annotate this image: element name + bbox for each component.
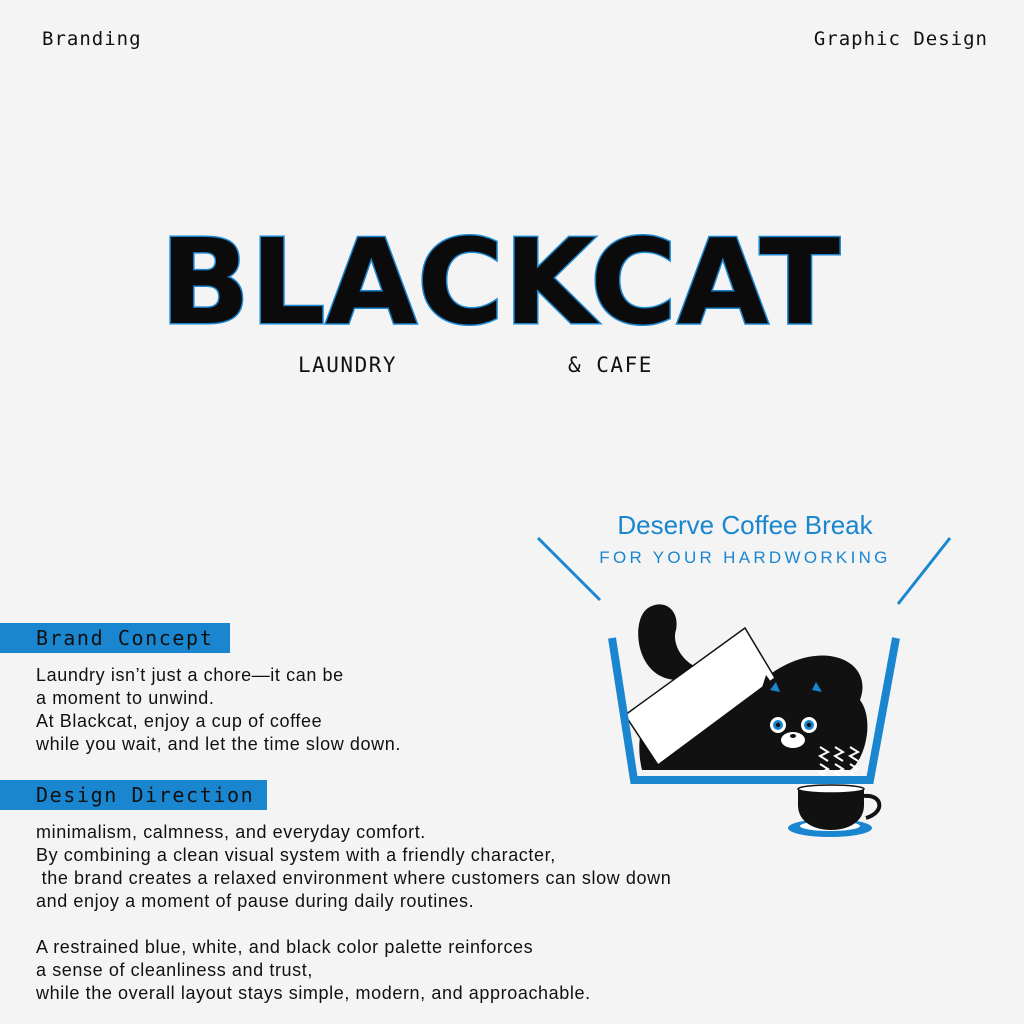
design-direction-line: A restrained blue, white, and black color palette reinforces xyxy=(36,937,534,957)
blackcat-logo xyxy=(150,205,850,345)
motion-line-right xyxy=(898,538,950,604)
tagline-sub: FOR YOUR HARDWORKING xyxy=(599,548,891,567)
design-direction-line: the brand creates a relaxed environment where customers can slow down xyxy=(36,868,672,888)
logo-wordmark: BLACKCAT xyxy=(160,213,840,345)
design-direction-line xyxy=(36,913,671,936)
category-label-branding: Branding xyxy=(42,28,142,50)
design-direction-line: By combining a clean visual system with a friendly character, xyxy=(36,845,556,865)
motion-line-left xyxy=(538,538,600,600)
coffee-cup-icon xyxy=(798,785,879,830)
design-direction-line: and enjoy a moment of pause during daily routines. xyxy=(36,891,475,911)
tagline-main: Deserve Coffee Break xyxy=(617,510,873,540)
black-cat-in-basket-illustration xyxy=(530,530,960,850)
design-direction-line: while the overall layout stays simple, modern, and approachable. xyxy=(36,983,591,1003)
brand-concept-line: At Blackcat, enjoy a cup of coffee xyxy=(36,711,323,731)
brand-concept-body xyxy=(36,664,401,756)
category-label-graphic-design: Graphic Design xyxy=(813,28,988,50)
brand-concept-line: a moment to unwind. xyxy=(36,688,215,708)
cat-nose xyxy=(790,734,796,738)
brand-concept-line: while you wait, and let the time slow down. xyxy=(36,734,401,754)
design-direction-heading: Design Direction xyxy=(36,783,255,807)
design-direction-line: minimalism, calmness, and everyday comfort. xyxy=(36,822,426,842)
design-direction-line: a sense of cleanliness and trust, xyxy=(36,960,313,980)
logo-subline-cafe: & CAFE xyxy=(568,353,653,377)
brand-concept-line: Laundry isn’t just a chore—it can be xyxy=(36,665,344,685)
brand-concept-heading: Brand Concept xyxy=(36,626,214,650)
logo-subline-laundry: LAUNDRY xyxy=(298,353,398,377)
